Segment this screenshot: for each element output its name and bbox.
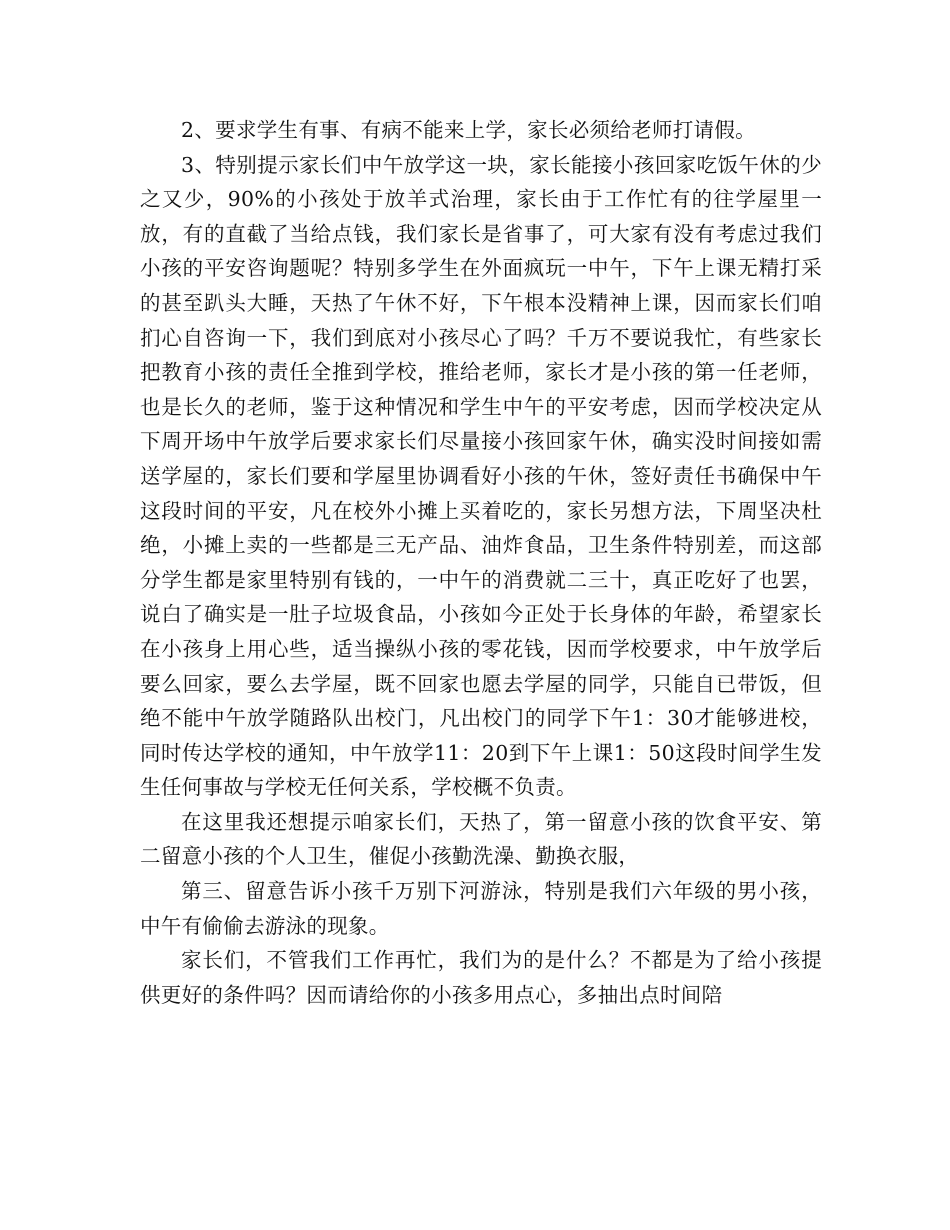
paragraph-noon-dismissal: 3、特别提示家长们中午放学这一块，家长能接小孩回家吃饭午休的少之又少，90%的小孩处于放羊式治理，家长由于工作忙有的往学屋里一放，有的直截了当给点钱，我们家长是省事了，可大家有没有考虑过我们小孩的平安咨询题呢？特别多学生在外面疯玩一中午，下午上课无精打采的甚至趴头大睡，天热了午休不好，下午根本没精神上课，因而家长们咱扪心自咨询一下，我们到底对小孩尽心了吗？千万不要说我忙，有些家长把教育小孩的责任全推到学校，推给老师，家长才是小孩的第一任老师，也是长久的老师，鉴于这种情况和学生中午的平安考虑，因而学校决定从下周开场中午放学后要求家长们尽量接小孩回家午休，确实没时间接如需送学屋的，家长们要和学屋里协调看好小孩的午休，签好责任书确保中午这段时间的平安，凡在校外小摊上买着吃的，家长另想方法，下周坚决杜绝，小摊上卖的一些都是三无产品、油炸食品，卫生条件特别差，而这部分学生都是家里特别有钱的，一中午的消费就二三十，真正吃好了也罢，说白了确实是一肚子垃圾食品，小孩如今正处于长身体的年龄，希望家长在小孩身上用心些，适当操纵小孩的零花钱，因而学校要求，中午放学后要么回家，要么去学屋，既不回家也愿去学屋的同学，只能自已带饭，但绝不能中午放学随路队出校门，凡出校门的同学下午1：30才能够进校，同时传达学校的通知，中午放学11：20到下午上课1：50这段时间学生发生任何事故与学校无任何关系，学校概不负责。 — [140, 152, 822, 800]
paragraph-closing-appeal: 家长们，不管我们工作再忙，我们为的是什么？不都是为了给小孩提供更好的条件吗？因而请给你的小孩多用点心，多抽出点时间陪 — [140, 948, 822, 1007]
paragraph-hygiene-reminder: 在这里我还想提示咱家长们，天热了，第一留意小孩的饮食平安、第二留意小孩的个人卫生，催促小孩勤洗澡、勤换衣服， — [140, 809, 822, 869]
document-page — [140, 113, 822, 1012]
paragraph-swimming-warning: 第三、留意告诉小孩千万别下河游泳，特别是我们六年级的男小孩，中午有偷偷去游泳的现象。 — [140, 879, 822, 938]
paragraph-sick-leave: 2、要求学生有事、有病不能来上学，家长必须给老师打请假。 — [181, 118, 756, 142]
